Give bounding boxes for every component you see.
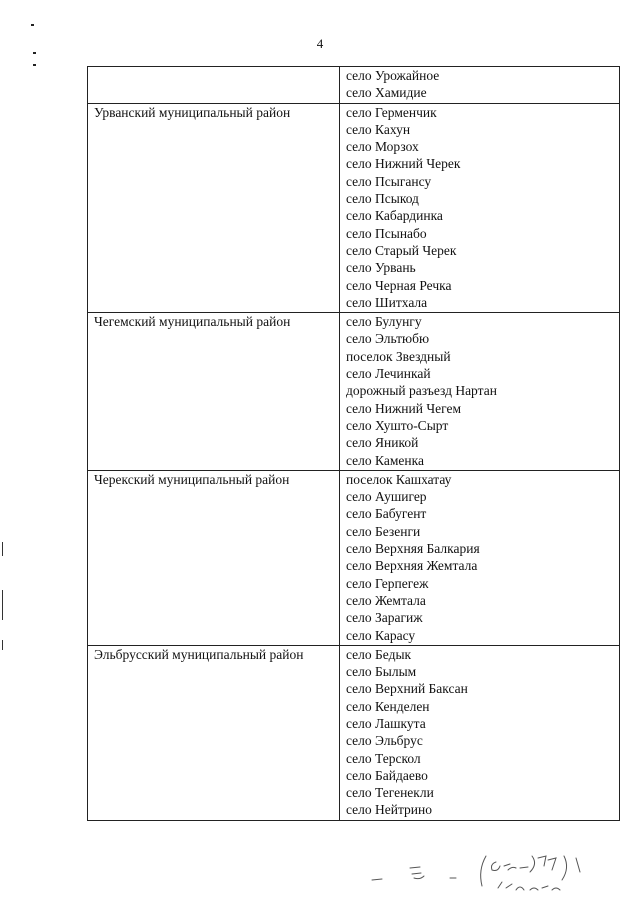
settlement-item: село Верхняя Балкария — [346, 541, 480, 557]
settlement-item: село Каменка — [346, 452, 424, 468]
settlement-item: село Старый Черек — [346, 242, 457, 258]
settlement-item: село Псыкод — [346, 191, 419, 207]
margin-mark — [31, 24, 34, 26]
settlement-item: село Шитхала — [346, 294, 428, 310]
settlement-item: село Тегенекли — [346, 785, 434, 801]
table-row — [88, 470, 620, 645]
settlement-item: село Урвань — [346, 260, 416, 276]
settlement-item: село Кахун — [346, 121, 411, 137]
settlement-item: село Верхняя Жемтала — [346, 558, 478, 574]
page-number: 4 — [316, 36, 324, 51]
settlement-item: село Верхний Баксан — [346, 681, 468, 697]
table-row — [88, 103, 620, 313]
margin-mark — [33, 64, 36, 66]
district-cell: Чегемский муниципальный район — [88, 313, 340, 471]
settlement-item: село Безенги — [346, 523, 421, 539]
settlement-item: село Морзох — [346, 139, 419, 155]
settlement-item: село Эльбрус — [346, 733, 423, 749]
settlement-item: село Бабугент — [346, 506, 427, 522]
table-row — [88, 313, 620, 471]
settlement-item: село Нижний Чегем — [346, 400, 462, 416]
settlement-item: село Урожайное — [346, 68, 440, 83]
settlements-cell — [340, 645, 620, 820]
margin-mark — [2, 640, 3, 650]
settlement-item: село Герпегеж — [346, 575, 429, 591]
settlement-item: дорожный разъезд Нартан — [346, 383, 497, 399]
settlement-item: село Былым — [346, 664, 417, 680]
settlement-item: село Байдаево — [346, 767, 428, 783]
settlement-item: село Лашкута — [346, 715, 426, 731]
settlement-item: село Булунгу — [346, 314, 422, 330]
handwritten-signature — [370, 848, 620, 898]
settlement-item: село Эльтюбю — [346, 331, 430, 347]
settlement-item: село Бедык — [346, 646, 412, 662]
settlement-item: село Лечинкай — [346, 366, 431, 382]
settlements-cell — [340, 103, 620, 313]
settlements-table — [87, 66, 620, 821]
district-cell — [88, 67, 340, 104]
settlements-cell — [340, 470, 620, 645]
margin-mark — [2, 590, 3, 620]
district-cell: Черекский муниципальный район — [88, 470, 340, 645]
settlement-item: поселок Звездный — [346, 348, 451, 364]
settlement-item: село Хушто-Сырт — [346, 417, 449, 433]
settlement-item: село Жемтала — [346, 592, 426, 608]
margin-mark — [33, 52, 36, 54]
table-row — [88, 645, 620, 820]
district-cell: Урванский муниципальный район — [88, 103, 340, 313]
district-cell: Эльбрусский муниципальный район — [88, 645, 340, 820]
table-row — [88, 67, 620, 104]
settlement-item: поселок Кашхатау — [346, 471, 452, 487]
settlement-item: село Карасу — [346, 627, 416, 643]
settlement-item: село Нейтрино — [346, 802, 432, 818]
settlement-item: село Зарагиж — [346, 610, 423, 626]
settlements-cell — [340, 67, 620, 104]
settlement-item: село Черная Речка — [346, 277, 452, 293]
settlements-cell — [340, 313, 620, 471]
settlement-item: село Псыгансу — [346, 173, 432, 189]
settlement-item: село Герменчик — [346, 104, 437, 120]
settlement-item: село Нижний Черек — [346, 156, 461, 172]
settlement-item: село Аушигер — [346, 489, 427, 505]
settlement-item: село Яникой — [346, 435, 419, 451]
settlement-item: село Терскол — [346, 750, 421, 766]
settlement-item: село Кенделен — [346, 698, 430, 714]
table-body — [88, 67, 620, 821]
settlement-item: село Кабардинка — [346, 208, 443, 224]
settlement-item: село Хамидие — [346, 85, 427, 101]
settlement-item: село Псынабо — [346, 225, 427, 241]
margin-mark — [2, 542, 3, 556]
